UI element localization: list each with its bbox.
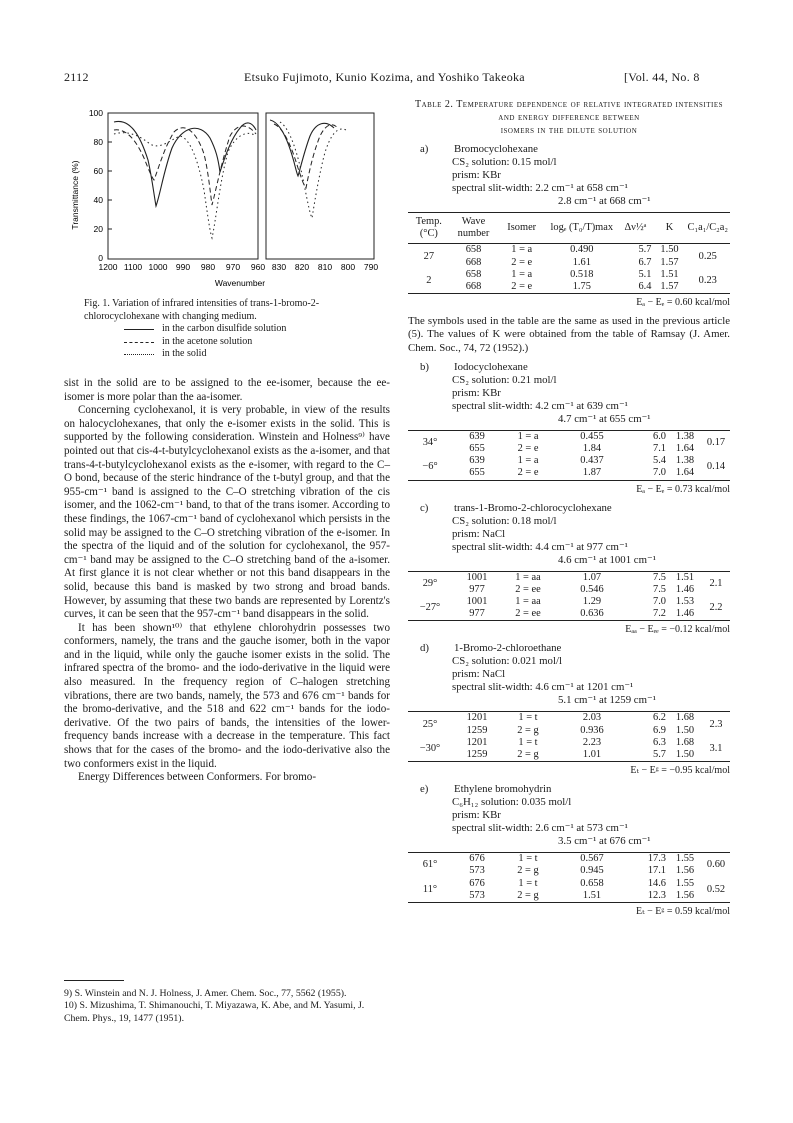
wavenumber-1: 1201: [466, 712, 488, 724]
slit-info: spectral slit-width: 2.6 cm⁻¹ at 573 cm⁻¹: [452, 822, 628, 835]
cell-log: [546, 269, 617, 294]
section-id: b): [420, 360, 429, 373]
figure-1: [70, 100, 390, 310]
column-header: logₑ (T₀/T)max: [546, 213, 617, 244]
energy-difference: Eₐₐ − Eₑₑ = −0.12 kcal/mol: [625, 624, 730, 636]
table-row: [408, 737, 730, 762]
paragraph: Concerning cyclohexanol, it is very probable, in view of the results on halocyclohexanes, that only the e-isomer exists in the solid. This is supported by the following consideration. Winstein and Holness⁹⁾ have pointed out that cis-4-t-butylcyclohexanol exists as the a-isomer, and that trans-4-t-butylcyclohexanol exists as the e-isomer, with regard to the C–O bond, because of the steric hindrance of the t-butyl group, and that the 955-cm⁻¹ band is assigned to the C–O stretching vibration of the cis isomer, and the 1062-cm⁻¹ band, to that of the trans isomer. According to these findings, the 1067-cm⁻¹ band of cyclohexanol which persists in the solid may be assigned to the C–O stretching vibration of the e-isomer. In the spectra of the liquid and of the solution for cyclohexanol, the 957-cm⁻¹ band may be assigned to the C–O stretching band of the a-isomer. At first glance it is not clear whether or not this band disappears in the solid, because this band is masked by two strong and broad bands. However, by assuming that these two bands are represented by Lorentz's curves, it can be seen that the 957-cm⁻¹ band disappears in the solid.: [64, 404, 390, 621]
isomer-2: 2 = g: [517, 889, 539, 901]
paragraph: sist in the solid are to be assigned to the ee-isomer, because the ee-isomer is more polar than the aa-isomer.: [64, 377, 390, 403]
section-heading: [408, 502, 730, 515]
cell-halfwidth: [630, 455, 668, 480]
halfwidth-2: 6.7: [638, 256, 652, 268]
k-2: 1.57: [660, 281, 679, 293]
table-row: [408, 853, 730, 877]
wavenumber-2: 655: [469, 467, 485, 479]
cell-isomer: [502, 878, 554, 903]
k-2: 1.64: [675, 443, 695, 455]
k-2: 1.64: [675, 467, 695, 479]
cell-ratio: 2.3: [709, 718, 723, 730]
cell-k: [668, 853, 702, 877]
compound-name: Iodocyclohexane: [454, 360, 528, 373]
cell-k: [668, 455, 702, 480]
table-row: [408, 431, 730, 455]
wavenumber-2: 977: [469, 583, 485, 595]
data-table: [408, 430, 730, 481]
cell-wavenumber: [452, 455, 502, 480]
paragraph: It has been shown¹⁰⁾ that ethylene chlorohydrin possesses two conformers, namely, the trans and the gauche isomer, both in the vapor and in the liquid, while only the gauche isomer exists in the solid. The infrared spectra of the bromo- and the iodo-derivative in the liquid were also measured. In the frequency region of C–halogen stretching vibrations, there are two bands, namely, the 573 and 676 cm⁻¹ bands for the bromo-derivative, and the 518 and 622 cm⁻¹ bands for the iodo-derivative. Of the two pairs of bands, the intensities of the lower-frequency bands increase with a decrease in the temperature. This fact shows that for the cases of the bromo- and the iodo-derivative also the two conformers exist in the liquid.: [64, 621, 390, 770]
table-row: [408, 596, 730, 621]
k-1: 1.53: [675, 596, 695, 608]
wavenumber-2: 573: [469, 865, 485, 877]
slit-info: 2.8 cm⁻¹ at 668 cm⁻¹: [558, 195, 651, 207]
halfwidth-1: 14.6: [647, 877, 666, 889]
isomer-2: 2 = g: [517, 865, 539, 877]
log-2: 1.84: [582, 443, 602, 455]
k-1: 1.38: [675, 455, 695, 467]
halfwidth-2: 5.7: [653, 749, 666, 761]
cell-ratio: 0.17: [706, 436, 726, 448]
compound-name: trans-1-Bromo-2-chlorocyclohexane: [454, 501, 612, 514]
cell-log: [546, 244, 617, 269]
log-1: 0.567: [580, 853, 604, 865]
cell-wavenumber: [452, 431, 502, 455]
cell-k: [668, 596, 702, 621]
table-section: [408, 502, 730, 637]
halfwidth-1: 5.1: [638, 268, 652, 280]
prism-info: prism: KBr: [452, 386, 501, 399]
halfwidth-2: 6.4: [638, 281, 652, 293]
isomer-2: 2 = e: [511, 281, 533, 293]
k-2: 1.56: [675, 889, 695, 901]
y-axis-label: Transmittance (%): [70, 160, 80, 230]
slit-info: 3.5 cm⁻¹ at 676 cm⁻¹: [558, 835, 651, 848]
log-1: 1.07: [582, 571, 602, 583]
section-id: d): [420, 642, 429, 655]
cell-temp: −6°: [408, 455, 452, 480]
cell-halfwidth: [630, 572, 668, 596]
footnote: 9) S. Winstein and N. J. Holness, J. Amer. Chem. Soc., 77, 5562 (1955).: [64, 988, 347, 999]
cell-wavenumber: [452, 878, 502, 903]
compound-name: Ethylene bromohydrin: [454, 783, 552, 796]
cell-ratio: 0.52: [702, 878, 730, 903]
compound-name: Bromocyclohexane: [454, 143, 538, 155]
legend-swatch-dashed: [124, 342, 154, 343]
x-tick: 830: [271, 262, 287, 272]
cell-halfwidth: [630, 737, 668, 762]
prism-info: prism: KBr: [452, 169, 501, 181]
table-section: [408, 642, 730, 777]
x-axis-label: Wavenumber: [214, 278, 266, 288]
curve-solid-right: [280, 122, 346, 218]
log-1: 0.490: [570, 244, 594, 256]
cell-isomer: [502, 596, 554, 621]
footnote-divider: [64, 980, 124, 981]
x-tick: 1100: [123, 262, 143, 272]
slit-info: spectral slit-width: 2.2 cm⁻¹ at 658 cm⁻¹: [452, 182, 628, 194]
cell-wavenumber: [452, 572, 502, 596]
log-2: 0.546: [580, 583, 604, 595]
table-title: isomers in the dilute solution: [500, 125, 638, 136]
cell-temp: −27°: [408, 596, 452, 621]
left-column-text: [64, 377, 390, 785]
cell-temp: 2: [408, 269, 450, 294]
isomer-1: 1 = aa: [515, 596, 541, 608]
table-row: [408, 455, 730, 480]
halfwidth-1: 6.0: [653, 430, 666, 442]
cell-ratio: 0.25: [698, 250, 717, 262]
halfwidth-2: 7.5: [653, 583, 666, 595]
solution-info: CS₂ solution: 0.21 mol/l: [452, 373, 557, 386]
log-2: 0.945: [580, 865, 604, 877]
energy-difference: Eₐ − Eₑ = 0.60 kcal/mol: [636, 297, 730, 309]
log-2: 1.87: [582, 467, 602, 479]
cell-isomer: [502, 737, 554, 762]
table-row: [408, 878, 730, 903]
wavenumber-1: 1001: [466, 571, 488, 583]
cell-k: [668, 878, 702, 903]
slit-info: spectral slit-width: 4.6 cm⁻¹ at 1201 cm⁻¹: [452, 681, 634, 694]
column-header: Isomer: [497, 213, 546, 244]
table-2: [408, 98, 730, 918]
legend-swatch-dotted: [124, 354, 154, 355]
cell-ratio: 0.23: [686, 269, 730, 294]
cell-k: [653, 269, 685, 294]
y-tick: 60: [93, 166, 103, 176]
table-section: [408, 143, 730, 355]
cell-halfwidth: [617, 244, 653, 269]
cell-log: [554, 431, 630, 455]
prism-info: prism: NaCl: [452, 527, 506, 540]
k-1: 1.38: [675, 430, 695, 442]
cell-halfwidth: [630, 853, 668, 877]
table-row: [408, 572, 730, 596]
cell-isomer: [502, 712, 554, 736]
x-tick: 990: [175, 262, 191, 272]
log-2: 1.01: [582, 749, 602, 761]
k-1: 1.68: [675, 736, 695, 748]
column-header: C₁a₁/C₂a₂: [686, 213, 730, 244]
isomer-1: 1 = t: [518, 853, 538, 865]
halfwidth-1: 5.4: [653, 455, 666, 467]
cell-wavenumber: [452, 853, 502, 877]
cell-temp: −30°: [408, 737, 452, 762]
cell-wavenumber: [452, 712, 502, 736]
column-header: Δν½ᵃ: [617, 213, 653, 244]
energy-difference: Eₐ − Eₑ = 0.73 kcal/mol: [636, 483, 730, 495]
cell-log: [554, 596, 630, 621]
cell-halfwidth: [617, 269, 653, 294]
slit-info: 4.6 cm⁻¹ at 1001 cm⁻¹: [558, 553, 656, 566]
log-1: 1.29: [582, 596, 602, 608]
halfwidth-2: 7.0: [653, 467, 666, 479]
slit-info: spectral slit-width: 4.2 cm⁻¹ at 639 cm⁻¹: [452, 399, 628, 412]
legend-label: in the solid: [162, 348, 207, 360]
cell-log: [554, 878, 630, 903]
curve-cs2-solution-right: [270, 120, 334, 176]
isomer-1: 1 = a: [511, 244, 533, 256]
cell-ratio: 0.14: [702, 455, 730, 480]
isomer-2: 2 = ee: [515, 583, 541, 595]
k-2: 1.46: [675, 608, 695, 620]
section-heading: [408, 143, 730, 156]
table-row: [408, 269, 730, 294]
cell-temp: 11°: [408, 878, 452, 903]
ir-spectrum-plot: [70, 100, 390, 300]
k-2: 1.50: [675, 749, 695, 761]
y-tick: 0: [98, 253, 103, 263]
wavenumber-2: 668: [465, 256, 482, 268]
cell-k: [668, 712, 702, 736]
section-heading: [408, 361, 730, 374]
cell-isomer: [497, 269, 546, 294]
footnote: 10) S. Mizushima, T. Shimanouchi, T. Miyazawa, K. Abe, and M. Yasumi, J. Chem. Phys., 19, 1477 (1951).: [64, 1000, 365, 1024]
isomer-1: 1 = a: [517, 430, 539, 442]
wavenumber-2: 1259: [466, 724, 488, 736]
cell-ratio: 2.1: [709, 577, 723, 589]
cell-temp: 29°: [422, 577, 438, 589]
cell-isomer: [502, 431, 554, 455]
cell-halfwidth: [630, 431, 668, 455]
legend-item: [124, 348, 384, 361]
footnotes: [64, 988, 390, 1025]
data-table: [408, 212, 730, 294]
k-2: 1.50: [675, 724, 695, 736]
isomer-1: 1 = t: [518, 712, 538, 724]
cell-wavenumber: [452, 737, 502, 762]
y-tick: 80: [93, 137, 103, 147]
isomer-2: 2 = e: [517, 467, 539, 479]
halfwidth-2: 17.1: [647, 865, 666, 877]
cell-k: [668, 431, 702, 455]
wavenumber-2: 1259: [466, 749, 488, 761]
cell-halfwidth: [630, 878, 668, 903]
isomer-2: 2 = g: [517, 724, 539, 736]
isomer-1: 1 = t: [518, 877, 538, 889]
cell-isomer: [502, 572, 554, 596]
energy-difference: Eₜ − Eᵍ = 0.59 kcal/mol: [636, 906, 730, 918]
compound-name: 1-Bromo-2-chloroethane: [454, 642, 562, 655]
isomer-2: 2 = e: [511, 256, 533, 268]
k-2: 1.56: [675, 865, 695, 877]
table-section: [408, 783, 730, 918]
wavenumber-1: 658: [465, 268, 482, 280]
wavenumber-1: 1001: [466, 596, 488, 608]
cell-temp: 61°: [422, 859, 438, 871]
data-table: [408, 852, 730, 903]
slit-info: spectral slit-width: 4.4 cm⁻¹ at 977 cm⁻¹: [452, 540, 628, 553]
cell-isomer: [502, 853, 554, 877]
solution-info: CS₂ solution: 0.021 mol/l: [452, 655, 562, 668]
section-heading: [408, 642, 730, 655]
wavenumber-2: 655: [469, 443, 485, 455]
halfwidth-2: 12.3: [647, 889, 666, 901]
cell-halfwidth: [630, 596, 668, 621]
k-1: 1.55: [675, 877, 695, 889]
cell-ratio: 3.1: [702, 737, 730, 762]
isomer-2: 2 = e: [517, 443, 539, 455]
cell-temp: 27: [423, 250, 435, 262]
volume-info: [Vol. 44, No. 8: [624, 70, 700, 84]
symbols-note: The symbols used in the table are the same as used in the previous article (5). The values of K were obtained from the table of Ramsay (J. Amer. Chem. Soc., 74, 72 (1952).): [408, 315, 730, 354]
x-tick: 980: [200, 262, 216, 272]
x-tick: 1000: [148, 262, 168, 272]
curve-acetone-solution: [114, 126, 256, 205]
wavenumber-1: 639: [469, 455, 485, 467]
x-tick: 800: [340, 262, 356, 272]
section-id: e): [420, 783, 429, 796]
isomer-1: 1 = aa: [515, 571, 541, 583]
x-tick: 820: [294, 262, 310, 272]
cell-log: [554, 737, 630, 762]
x-tick: 790: [363, 262, 379, 272]
cell-log: [554, 853, 630, 877]
x-ticks-left: [99, 262, 266, 272]
isomer-1: 1 = t: [518, 736, 538, 748]
log-1: 2.23: [582, 736, 602, 748]
cell-ratio: 0.60: [706, 859, 726, 871]
solution-info: C₆H₁₂ solution: 0.035 mol/l: [452, 796, 572, 809]
x-tick: 810: [317, 262, 333, 272]
slit-info: 5.1 cm⁻¹ at 1259 cm⁻¹: [558, 694, 656, 707]
halfwidth-1: 6.2: [653, 712, 666, 724]
cell-k: [668, 572, 702, 596]
log-1: 0.437: [580, 455, 604, 467]
section-id: a): [420, 143, 429, 155]
wavenumber-2: 573: [469, 889, 485, 901]
table-row: [408, 244, 730, 269]
data-table: [408, 571, 730, 622]
cell-log: [554, 712, 630, 736]
halfwidth-1: 7.5: [653, 571, 666, 583]
log-2: 1.51: [582, 889, 602, 901]
data-table: [408, 711, 730, 762]
halfwidth-1: 5.7: [638, 244, 652, 256]
table-row: [408, 712, 730, 736]
log-1: 0.658: [580, 877, 604, 889]
wavenumber-2: 977: [469, 608, 485, 620]
legend-swatch-solid: [124, 329, 154, 330]
y-tick: 20: [93, 224, 103, 234]
x-tick: 960: [250, 262, 266, 272]
isomer-1: 1 = a: [511, 268, 533, 280]
cell-log: [554, 572, 630, 596]
cell-temp: 25°: [422, 718, 438, 730]
cell-halfwidth: [630, 712, 668, 736]
cell-ratio: 2.2: [702, 596, 730, 621]
table-sections: [408, 143, 730, 918]
x-ticks-right: [272, 262, 378, 272]
k-2: 1.57: [660, 256, 679, 268]
legend-item: [124, 336, 384, 349]
log-2: 1.61: [572, 256, 591, 268]
caption-title: Fig. 1. Variation of infrared intensities of trans-1-bromo-2-chlorocyclohexane with changing medium.: [84, 298, 320, 322]
wavenumber-1: 676: [469, 877, 485, 889]
halfwidth-2: 7.2: [653, 608, 666, 620]
cell-temp: 34°: [422, 436, 438, 448]
y-tick: 100: [88, 108, 103, 118]
halfwidth-2: 7.1: [653, 443, 666, 455]
log-2: 0.936: [580, 724, 604, 736]
legend-label: in the carbon disulfide solution: [162, 323, 287, 335]
cell-k: [668, 737, 702, 762]
figure-caption: [84, 298, 384, 361]
isomer-1: 1 = a: [517, 455, 539, 467]
cell-isomer: [502, 455, 554, 480]
isomer-2: 2 = g: [517, 749, 539, 761]
x-tick: 970: [225, 262, 241, 272]
wavenumber-1: 676: [469, 853, 485, 865]
k-1: 1.51: [660, 268, 679, 280]
log-1: 0.455: [580, 430, 604, 442]
column-header: Wave number: [450, 213, 498, 244]
table-title: Table 2. Temperature dependence of relative integrated intensities and energy difference between: [414, 99, 724, 123]
wavenumber-2: 668: [465, 281, 482, 293]
log-1: 0.518: [570, 268, 594, 280]
cell-isomer: [497, 244, 546, 269]
wavenumber-1: 658: [465, 244, 482, 256]
energy-difference: Eₜ − Eᵍ = −0.95 kcal/mol: [630, 765, 730, 777]
cell-k: [653, 244, 685, 269]
section-heading: [408, 783, 730, 796]
log-2: 0.636: [580, 608, 604, 620]
halfwidth-1: 7.0: [653, 596, 666, 608]
table-section: [408, 361, 730, 496]
log-2: 1.75: [572, 281, 591, 293]
y-tick: 40: [93, 195, 103, 205]
slit-info: 4.7 cm⁻¹ at 655 cm⁻¹: [558, 412, 651, 425]
column-header: Temp. (°C): [408, 213, 450, 244]
right-panel-frame: [266, 113, 374, 259]
cell-wavenumber: [450, 244, 498, 269]
log-1: 2.03: [582, 712, 602, 724]
cell-log: [554, 455, 630, 480]
page-number: 2112: [64, 70, 89, 84]
prism-info: prism: NaCl: [452, 668, 506, 681]
k-2: 1.46: [675, 583, 695, 595]
wavenumber-1: 1201: [466, 736, 488, 748]
halfwidth-1: 17.3: [647, 853, 666, 865]
cell-wavenumber: [452, 596, 502, 621]
solution-info: CS₂ solution: 0.18 mol/l: [452, 514, 557, 527]
solution-info: CS₂ solution: 0.15 mol/l: [452, 156, 557, 168]
k-1: 1.68: [675, 712, 695, 724]
cell-wavenumber: [450, 269, 498, 294]
k-1: 1.50: [660, 244, 679, 256]
halfwidth-2: 6.9: [653, 724, 666, 736]
running-authors: Etsuko Fujimoto, Kunio Kozima, and Yoshiko Takeoka: [244, 70, 525, 84]
x-tick: 1200: [98, 262, 118, 272]
wavenumber-1: 639: [469, 430, 485, 442]
k-1: 1.55: [675, 853, 695, 865]
column-header: K: [653, 213, 685, 244]
curve-cs2-solution: [114, 121, 256, 206]
legend-label: in the acetone solution: [162, 335, 253, 347]
k-1: 1.51: [675, 571, 695, 583]
y-ticks: [89, 108, 112, 263]
section-id: c): [420, 501, 429, 514]
isomer-2: 2 = ee: [515, 608, 541, 620]
legend-item: [124, 323, 384, 336]
paragraph: Energy Differences between Conformers. For bromo-: [78, 771, 317, 784]
prism-info: prism: KBr: [452, 809, 501, 822]
halfwidth-1: 6.3: [653, 736, 666, 748]
curve-solid: [114, 133, 256, 238]
